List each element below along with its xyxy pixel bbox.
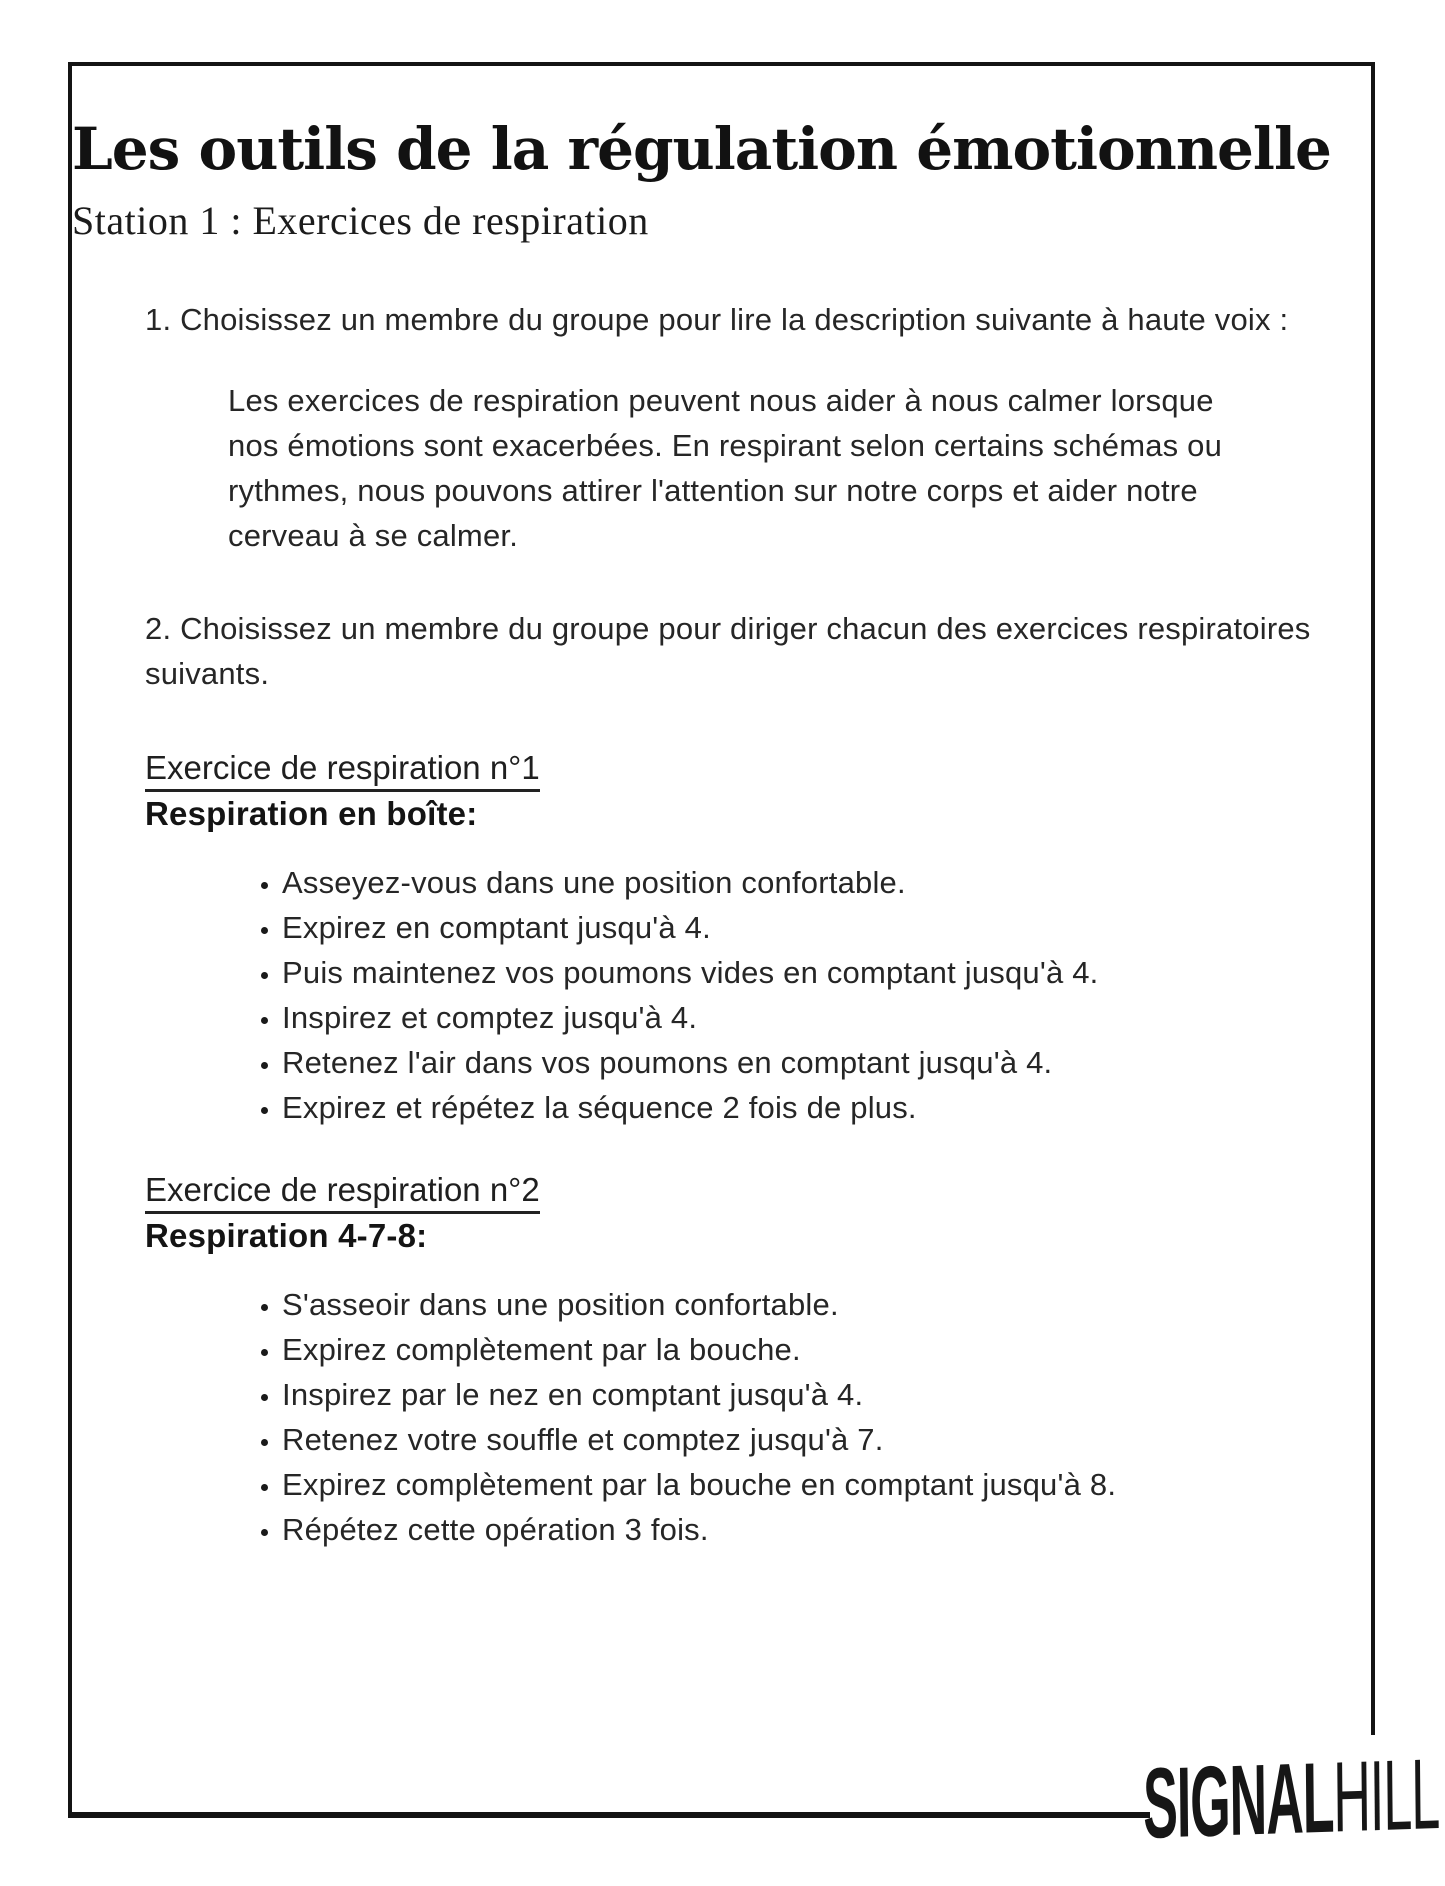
exercise-2-name: Respiration 4-7-8: bbox=[145, 1217, 428, 1254]
exercise-step: • Expirez et répétez la séquence 2 fois de plus. bbox=[282, 1085, 1341, 1130]
exercise-step: • Retenez l'air dans vos poumons en comptant jusqu'à 4. bbox=[282, 1040, 1341, 1085]
exercise-step: • Expirez complètement par la bouche. bbox=[282, 1327, 1341, 1372]
exercise-1-steps bbox=[145, 860, 1341, 1130]
exercise-step: • S'asseoir dans une position confortable. bbox=[282, 1282, 1341, 1327]
exercise-step: • Inspirez et comptez jusqu'à 4. bbox=[282, 995, 1341, 1040]
document-subtitle: Station 1 : Exercices de respiration bbox=[72, 198, 649, 243]
exercise-2-heading-text: Exercice de respiration n°2 bbox=[145, 1171, 540, 1214]
exercise-step: • Expirez en comptant jusqu'à 4. bbox=[282, 905, 1341, 950]
exercise-step: • Asseyez-vous dans une position confortable. bbox=[282, 860, 1341, 905]
exercise-step: • Inspirez par le nez en comptant jusqu'à 4. bbox=[282, 1372, 1341, 1417]
worksheet-content bbox=[72, 66, 1371, 1552]
instruction-2: 2. Choisissez un membre du groupe pour diriger chacun des exercices respiratoires suivants. bbox=[145, 611, 1311, 691]
exercise-2-heading bbox=[145, 1170, 1341, 1210]
exercise-1-section bbox=[145, 748, 1341, 1130]
signalhill-logo bbox=[1142, 1738, 1440, 1860]
footer-logo-area bbox=[1142, 1735, 1445, 1860]
document-title: Les outils de la régulation émotionnelle bbox=[72, 115, 1331, 183]
exercise-step: • Puis maintenez vos poumons vides en comptant jusqu'à 4. bbox=[282, 950, 1341, 995]
logo-text-signal: SIGNAL bbox=[1142, 1741, 1334, 1860]
breathing-description-quote: Les exercices de respiration peuvent nous aider à nous calmer lorsque nos émotions sont exacerbées. En respirant selon certains schémas ou rythmes, nous pouvons attirer l'attention sur notre corps et aider notre cerveau à se calmer. bbox=[228, 383, 1223, 553]
exercise-1-heading bbox=[145, 748, 1341, 788]
exercise-step: • Retenez votre souffle et comptez jusqu'à 7. bbox=[282, 1417, 1341, 1462]
exercise-step: • Répétez cette opération 3 fois. bbox=[282, 1507, 1341, 1552]
exercise-step: • Expirez complètement par la bouche en comptant jusqu'à 8. bbox=[282, 1462, 1341, 1507]
exercise-2-section bbox=[145, 1170, 1341, 1552]
exercise-1-heading-text: Exercice de respiration n°1 bbox=[145, 749, 540, 792]
logo-text-hill: HILL bbox=[1332, 1738, 1440, 1854]
exercise-2-steps bbox=[145, 1282, 1341, 1552]
instruction-1: 1. Choisissez un membre du groupe pour lire la description suivante à haute voix : bbox=[145, 302, 1289, 337]
exercise-1-name: Respiration en boîte: bbox=[145, 795, 478, 832]
